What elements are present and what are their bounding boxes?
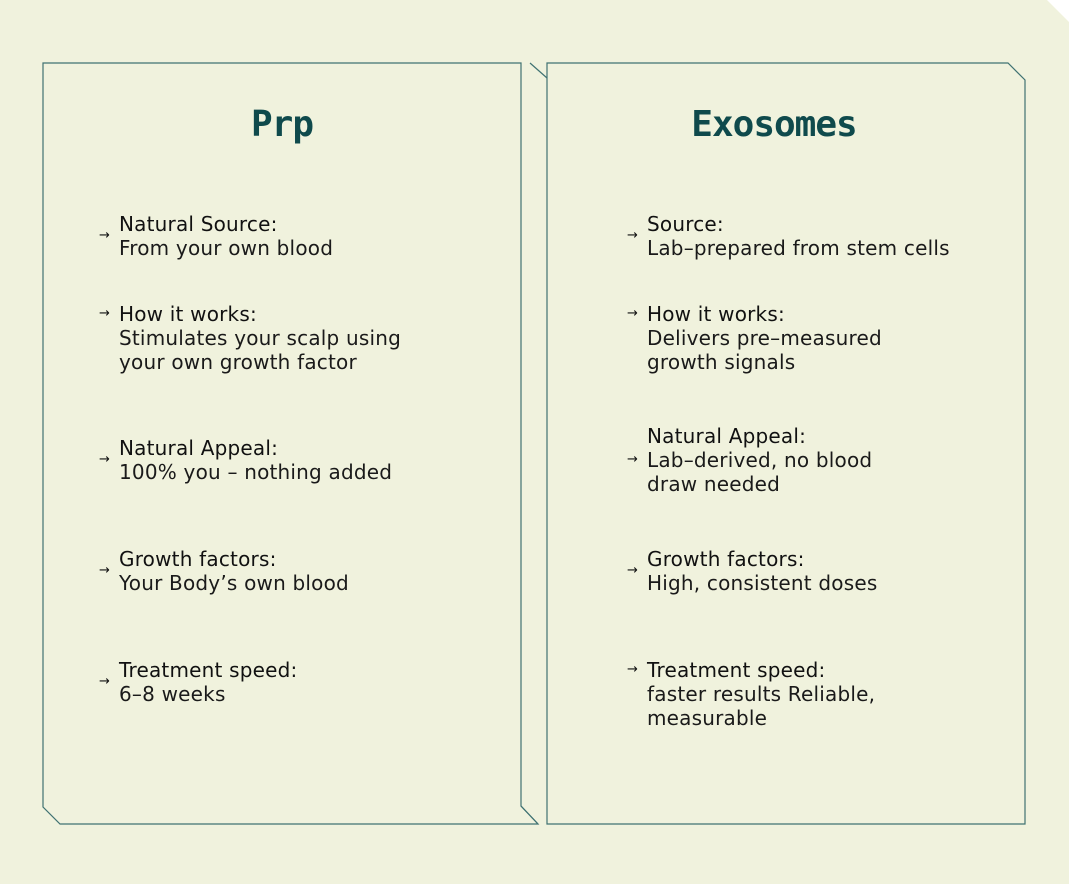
item-description: Stimulates your scalp using your own growth factor xyxy=(119,326,402,374)
item-heading: Growth factors: xyxy=(647,547,805,571)
item-heading: Treatment speed: xyxy=(119,658,298,682)
item-description: High, consistent doses xyxy=(647,571,878,595)
arrow-right-icon: → xyxy=(627,228,638,243)
prp-panel xyxy=(43,63,521,824)
item-heading: Treatment speed: xyxy=(647,658,826,682)
arrow-right-icon: → xyxy=(99,228,110,243)
prp-item-natural-appeal xyxy=(99,436,392,484)
arrow-right-icon: → xyxy=(99,563,110,578)
item-heading: Source: xyxy=(647,212,724,236)
item-description: 6–8 weeks xyxy=(119,682,226,706)
item-description: 100% you – nothing added xyxy=(119,460,393,484)
prp-item-how-it-works xyxy=(99,302,401,374)
item-description: faster results Reliable, measurable xyxy=(647,682,876,730)
arrow-right-icon: → xyxy=(99,674,110,689)
item-heading: Growth factors: xyxy=(119,547,277,571)
arrow-right-icon: → xyxy=(627,452,638,467)
spine-top-bevel xyxy=(530,63,547,78)
prp-item-treatment-speed xyxy=(99,658,297,706)
arrow-right-icon: → xyxy=(627,563,638,578)
page-corner-fold xyxy=(1047,0,1069,22)
arrow-right-icon: → xyxy=(99,306,110,321)
item-heading: Natural Appeal: xyxy=(647,424,807,448)
item-description: Lab–derived, no blood draw needed xyxy=(647,448,873,496)
item-heading: How it works: xyxy=(647,302,785,326)
item-description: Delivers pre–measured growth signals xyxy=(647,326,882,374)
exosomes-item-source xyxy=(627,212,950,260)
item-heading: How it works: xyxy=(119,302,257,326)
prp-item-natural-source xyxy=(99,212,333,260)
item-description: Your Body’s own blood xyxy=(119,571,349,595)
exosomes-item-growth-factors xyxy=(627,547,877,595)
exosomes-item-natural-appeal xyxy=(627,424,872,496)
prp-title: Prp xyxy=(250,104,314,145)
arrow-right-icon: → xyxy=(99,452,110,467)
arrow-right-icon: → xyxy=(627,306,638,321)
exosomes-title: Exosomes xyxy=(691,104,857,145)
exosomes-panel xyxy=(547,63,1025,824)
item-heading: Natural Source: xyxy=(119,212,278,236)
exosomes-item-how-it-works xyxy=(627,302,882,374)
arrow-right-icon: → xyxy=(627,662,638,677)
spine-bottom-bevel xyxy=(521,806,538,824)
item-heading: Natural Appeal: xyxy=(119,436,279,460)
exosomes-item-treatment-speed xyxy=(627,658,875,730)
item-description: From your own blood xyxy=(119,236,334,260)
prp-item-growth-factors xyxy=(99,547,349,595)
item-description: Lab–prepared from stem cells xyxy=(647,236,950,260)
